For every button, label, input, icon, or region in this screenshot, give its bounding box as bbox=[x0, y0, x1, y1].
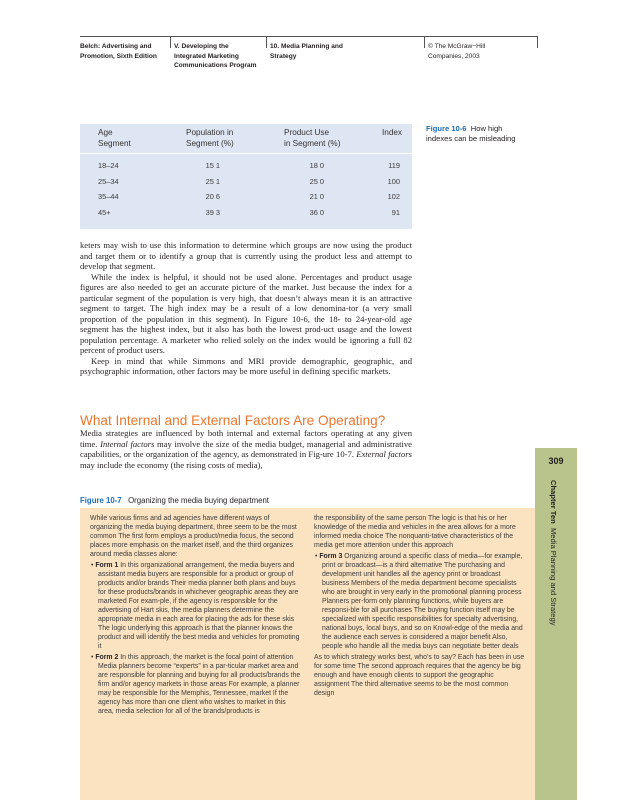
table-header-product-use: Product Use in Segment (%) bbox=[284, 128, 341, 148]
paragraph: keters may wish to use this information to determine which groups are now using the product and target them or to identify a group that is currently using the product less and attempt to develop that segment. bbox=[80, 240, 412, 271]
body-text bbox=[80, 240, 412, 377]
header-part-title: V. Developing the Integrated Marketing Communications Program bbox=[174, 43, 257, 69]
box-right-column: the responsibility of the same person The logic is that his or her knowledge of the media and vehicles in the area allows for a more informed media choice The nonquanti-tative characteristics of the media get more attention under this approach • Form 3 Organizing around a specific class of media—for example, print or broadcast—is a third alternative The purchasing and development unit handles all the agency print or broadcast business Members of the media department become specialists who are brought in very early in the promotional planning process Planners per-form only planning functions, while buyers are responsi-ble for all purchases The buying function itself may be specialized with specific responsibilities for specialty advertising, national buys, local buys, and so on Knowl-edge of the media and the audience each serves is considered a major benefit Also, people who handle all the media buys can negotiate better deals As to which strategy works best, who’s to say? Each has been in use for some time The second approach requires that the agency be big enough and have enough clients to support the geographic assignment The third alternative seems to be the most common design bbox=[314, 514, 527, 700]
figure-10-7-caption: Figure 10-7 Organizing the media buying department bbox=[80, 496, 269, 505]
table-header-age: Age Segment bbox=[98, 128, 131, 148]
box-left-column: While various firms and ad agencies have different ways of organizing the media buying department, three seem to be the most common The first form employs a product/media focus, the second places more emphasis on the market itself, and the third organizes around media classes alone: • Form 1 In this organizational arrangement, the media buyers and assistant media buyers are responsible for a product or group of products and/or brands Their media planner both plans and buys for these products/brands in whichever geographic areas they are marketed For exam-ple, if the agency is responsible for the advertising of Hart skis, the media planners determine the appropriate media in each area for placing the ads for these skis The logic underlying this approach is that the planner knows the product and will identify the best media and vehicles for promoting it • Form 2 In this approach, the market is the focal point of attention Media planners become “experts” in a par-ticular market area and are responsible for planning and buying for all products/brands the firm and/or agency markets in those areas For example, a planner may be responsible for the Memphis, Tennessee, market If the agency has more than one client who wishes to market in this area, media selection for all of the brands/products is bbox=[90, 514, 303, 718]
index-table: Age Segment Population in Segment (%) Product Use in Segment (%) Index 18–24 15 1 18 0 119 25–34 25 1 25 0 100 35–44 20 6 21 0 102 45+ 39 3 36 0 91 bbox=[80, 124, 412, 229]
section-paragraph: Media strategies are influenced by both internal and external factors operating at any given time. Internal factors may involve the size of the media budget, managerial and administrative capabilities, or the organization of the agency, as demonstrated in Fig-ure 10-7. External factors may include the economy (the rising costs of media), bbox=[80, 428, 412, 470]
header-book-title: Belch: Advertising and Promotion, Sixth Edition bbox=[80, 43, 157, 60]
table-header-population: Population in Segment (%) bbox=[186, 128, 234, 148]
table-header-index: Index bbox=[382, 128, 403, 137]
header-divider bbox=[537, 37, 538, 48]
list-item: • Form 2 In this approach, the market is the focal point of attention Media planners become “experts” in a par-ticular market area and are responsible for planning and buying for all products/brands the firm and/or agency markets in those areas For example, a planner may be responsible for the Memphis, Tennessee, market If the agency has more than one client who wishes to market in this area, media selection for all of the brands/products is bbox=[91, 654, 301, 715]
paragraph: While the index is helpful, it should not be used alone. Percentages and product usage figures are also needed to get an accurate picture of the market. Just because the index for a particular segment of the population is very high, that doesn’t always mean it is an attractive segment to target. The high index may be a result of a low denomina-tor (a very small proportion of the population in this segment). In Figure 10-6, the 18- to 24-year-old age segment has the highest index, but it also has both the lowest prod-uct usage and the lowest population percentage. A marketer who relied solely on the index would be ignoring a full 82 percent of product users. bbox=[80, 271, 412, 355]
figure-10-7-box bbox=[80, 508, 535, 800]
header-copyright: © The McGraw−Hill Companies, 2003 bbox=[428, 43, 486, 60]
paragraph: Keep in mind that while Simmons and MRI provide demographic, geographic, and psychographic information, other factors may be more useful in defining specific markets. bbox=[80, 355, 412, 376]
figure-number: Figure 10-6 bbox=[426, 124, 467, 133]
header-divider bbox=[424, 37, 425, 48]
list-item: • Form 3 Organizing around a specific class of media—for example, print or broadcast—is a third alternative The purchasing and development unit handles all the agency print or broadcast business Members of the media department become specialists who are brought in very early in the promotional planning process Planners per-form only planning functions, while buyers are responsi-ble for all purchases The buying function itself may be specialized with specific responsibilities for specialty advertising, national buys, local buys, and so on Knowl-edge of the media and the audience each serves is considered a major benefit Also, people who handle all the media buys can negotiate better deals bbox=[315, 553, 523, 650]
table-header-rule bbox=[80, 153, 412, 154]
header-divider bbox=[266, 37, 267, 48]
section-heading: What Internal and External Factors Are Operating? bbox=[80, 413, 386, 428]
running-header bbox=[80, 36, 538, 80]
figure-number: Figure 10-7 bbox=[80, 496, 122, 505]
chapter-label: Chapter Ten Media Planning and Strategy bbox=[549, 480, 558, 626]
header-divider bbox=[170, 37, 171, 48]
figure-10-6-caption: Figure 10-6 How high indexes can be misleading bbox=[426, 124, 516, 143]
header-chapter-title: 10. Media Planning and Strategy bbox=[270, 43, 343, 60]
list-item: • Form 1 In this organizational arrangement, the media buyers and assistant media buyers are responsible for a product or group of products and/or brands Their media planner both plans and buys for these products/brands in whichever geographic areas they are marketed For exam-ple, if the agency is responsible for the advertising of Hart skis, the media planners determine the appropriate media in each area for placing the ads for these skis The logic underlying this approach is that the planner knows the product and will identify the best media and vehicles for promoting it bbox=[91, 562, 300, 650]
page-number: 309 bbox=[548, 456, 564, 466]
